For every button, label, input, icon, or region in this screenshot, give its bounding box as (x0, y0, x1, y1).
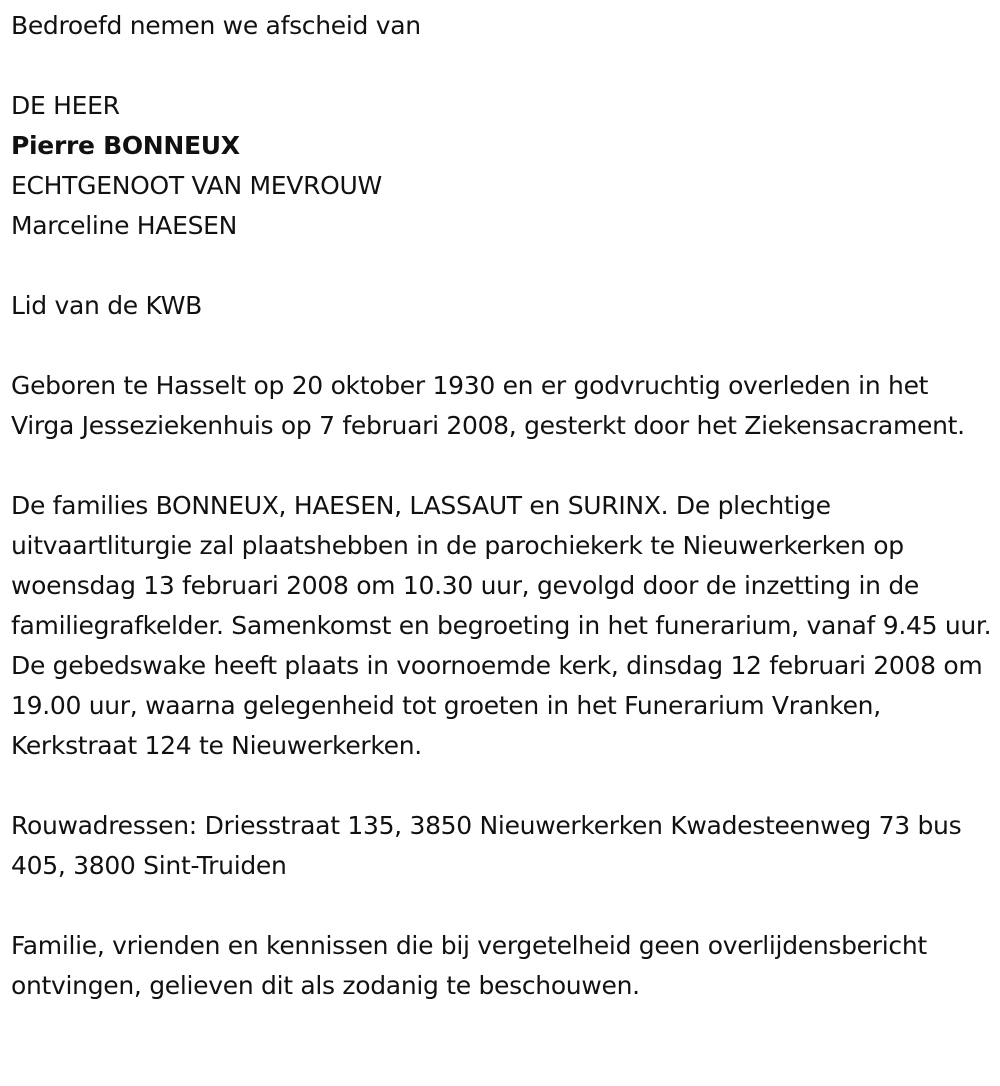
spacer (11, 766, 996, 806)
membership-line: Lid van de KWB (11, 291, 202, 320)
spacer (11, 886, 996, 926)
spacer (11, 246, 996, 286)
spacer (11, 46, 996, 86)
honorific: DE HEER (11, 91, 120, 120)
addresses-paragraph: Rouwadressen: Driesstraat 135, 3850 Nieuwerkerken Kwadesteenweg 73 bus 405, 3800 Sint-Truiden (11, 811, 962, 880)
spacer (11, 326, 996, 366)
birth-death-paragraph: Geboren te Hasselt op 20 oktober 1930 en er godvruchtig overleden in het Virga Jesseziekenhuis op 7 februari 2008, gesterkt door het Ziekensacrament. (11, 371, 965, 440)
spouse-name: Marceline HAESEN (11, 211, 238, 240)
obituary-notice (11, 6, 996, 1006)
intro-line: Bedroefd nemen we afscheid van (11, 11, 421, 40)
spacer (11, 446, 996, 486)
relation-line: ECHTGENOOT VAN MEVROUW (11, 171, 382, 200)
deceased-name: Pierre BONNEUX (11, 131, 240, 160)
ceremony-paragraph: De families BONNEUX, HAESEN, LASSAUT en SURINX. De plechtige uitvaartliturgie zal plaatshebben in de parochiekerk te Nieuwerkerken op woensdag 13 februari 2008 om 10.30 uur, gevolgd door de inzetting in de familiegrafkelder. Samenkomst en begroeting in het funerarium, vanaf 9.45 uur. De gebedswake heeft plaats in voornoemde kerk, dinsdag 12 februari 2008 om 19.00 uur, waarna gelegenheid tot groeten in het Funerarium Vranken, Kerkstraat 124 te Nieuwerkerken. (11, 491, 992, 760)
closing-paragraph: Familie, vrienden en kennissen die bij vergetelheid geen overlijdensbericht ontvingen, gelieven dit als zodanig te beschouwen. (11, 931, 927, 1000)
